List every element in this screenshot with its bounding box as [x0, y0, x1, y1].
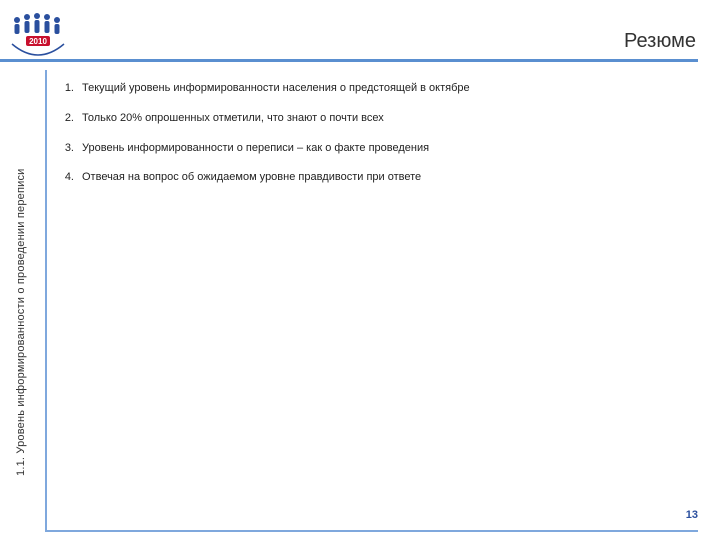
sidebar-divider — [45, 70, 47, 532]
section-caption: 1.1. Уровень информированности о проведении переписи — [15, 168, 27, 476]
summary-item-2 — [56, 108, 616, 130]
census-logo-icon — [14, 13, 60, 34]
summary-list — [56, 78, 616, 189]
census-logo — [4, 4, 74, 66]
footer-divider — [45, 530, 698, 532]
item-number: 2. — [64, 111, 74, 124]
item-number: 1. — [64, 82, 74, 94]
summary-item-1 — [56, 78, 616, 100]
item-number: 3. — [64, 141, 74, 154]
page-title: Резюме — [624, 30, 696, 52]
item-text: Текущий уровень информированности населения о предстоящей в октябре — [82, 82, 470, 94]
item-text: Только 20% опрошенных отметили, что знают о почти всех — [82, 111, 384, 124]
item-text: Отвечая на вопрос об ожидаемом уровне правдивости при ответе — [82, 171, 422, 184]
page-number: 13 — [685, 509, 698, 521]
summary-item-4 — [56, 167, 616, 189]
item-text: Уровень информированности о переписи – как о факте проведения — [82, 141, 430, 154]
header-divider — [0, 59, 698, 62]
logo-year: 2010 — [29, 37, 47, 46]
summary-item-3 — [56, 138, 616, 160]
item-number: 4. — [64, 171, 74, 184]
